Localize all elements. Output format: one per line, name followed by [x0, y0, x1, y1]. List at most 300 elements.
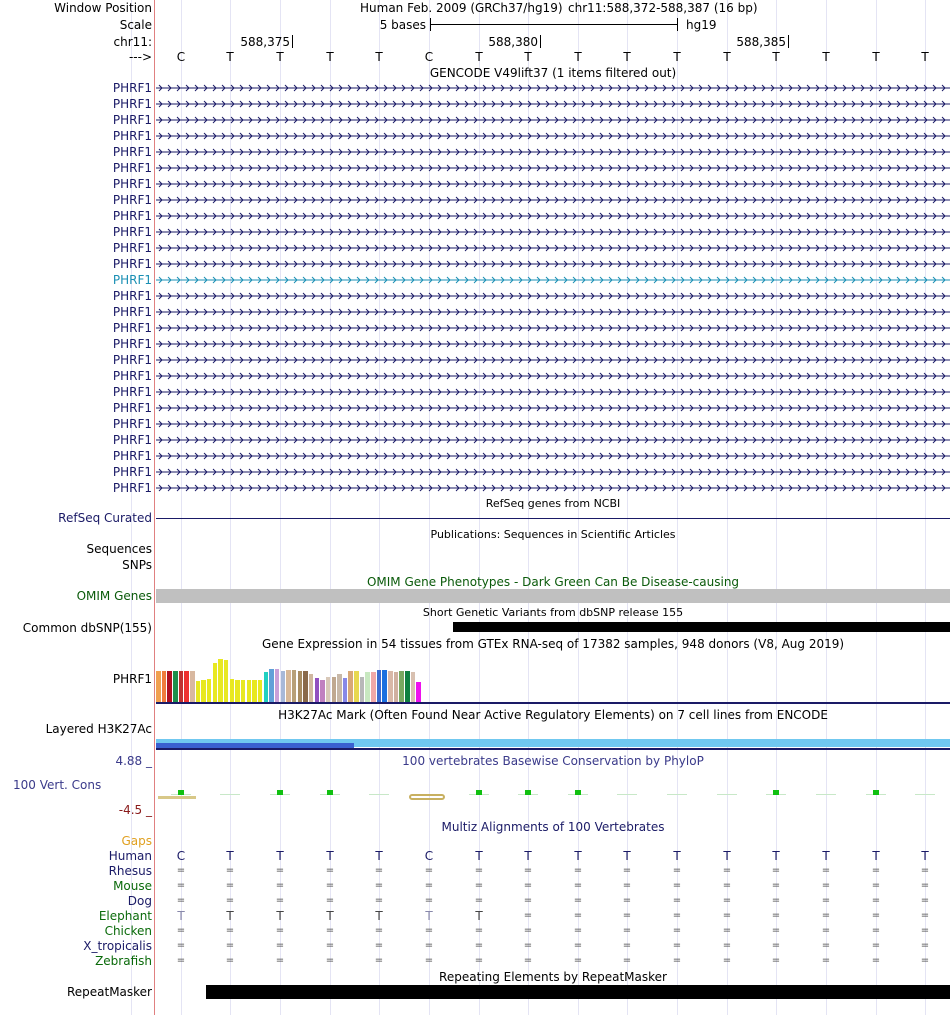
alignment-base: T: [921, 849, 929, 863]
phylop-first-negative[interactable]: [158, 796, 196, 799]
gencode-transcript[interactable]: [156, 179, 950, 189]
gtex-tissue-bar[interactable]: [196, 681, 201, 702]
ruler-tick: [540, 35, 541, 48]
alignment-base: =: [225, 925, 235, 936]
alignment-base: =: [176, 955, 186, 966]
gencode-transcript[interactable]: [156, 195, 950, 205]
alignment-base: =: [424, 925, 434, 936]
alignment-base: =: [275, 940, 285, 951]
alignment-base: T: [226, 849, 234, 863]
alignment-base: =: [176, 925, 186, 936]
gtex-tissue-bar[interactable]: [377, 670, 382, 702]
alignment-base: =: [176, 895, 186, 906]
alignment-base: =: [573, 925, 583, 936]
gtex-tissue-bar[interactable]: [247, 680, 252, 702]
repeatmasker-feature[interactable]: [206, 985, 950, 999]
gencode-transcript[interactable]: [156, 291, 950, 301]
alignment-base: =: [474, 895, 484, 906]
species-label[interactable]: X_tropicalis: [83, 939, 152, 953]
snps-label[interactable]: SNPs: [122, 558, 152, 572]
base-letter: T: [673, 50, 681, 64]
position-range: chr11:588,372-588,387 (16 bp): [568, 1, 758, 15]
gencode-transcript[interactable]: [156, 387, 950, 397]
gencode-transcript[interactable]: [156, 131, 950, 141]
gtex-tissue-bar[interactable]: [309, 674, 314, 702]
alignment-base: T: [177, 909, 185, 923]
alignment-base: =: [176, 940, 186, 951]
ruler-tick-label: 588,380: [488, 35, 538, 49]
alignment-base: =: [523, 955, 533, 966]
alignment-base: =: [176, 865, 186, 876]
gtex-tissue-bar[interactable]: [235, 680, 240, 702]
alignment-base: T: [872, 849, 880, 863]
alignment-base: =: [821, 940, 831, 951]
alignment-base: T: [673, 849, 681, 863]
gencode-transcript[interactable]: [156, 355, 950, 365]
gencode-transcript-label[interactable]: PHRF1: [112, 113, 152, 127]
alignment-base: =: [424, 895, 434, 906]
gencode-transcript[interactable]: [156, 275, 950, 285]
gencode-track-title: GENCODE V49lift37 (1 items filtered out): [429, 66, 677, 80]
gtex-tissue-bar[interactable]: [264, 672, 269, 702]
alignment-base: =: [622, 910, 632, 921]
alignment-base: =: [622, 865, 632, 876]
alignment-base: T: [375, 849, 383, 863]
alignment-base: T: [475, 909, 483, 923]
gtex-tissue-bar[interactable]: [360, 677, 365, 702]
alignment-base: =: [374, 880, 384, 891]
gtex-tissue-bar[interactable]: [332, 677, 337, 702]
alignment-base: =: [821, 955, 831, 966]
omim-track-title: OMIM Gene Phenotypes - Dark Green Can Be Disease-causing: [366, 575, 740, 589]
gencode-transcript-label[interactable]: PHRF1: [112, 321, 152, 335]
gtex-tissue-bar[interactable]: [156, 671, 161, 702]
alignment-base: =: [722, 865, 732, 876]
alignment-base: =: [920, 955, 930, 966]
alignment-base: =: [722, 940, 732, 951]
window-position-label: Window Position: [54, 1, 152, 15]
gencode-transcript-label[interactable]: PHRF1: [112, 337, 152, 351]
alignment-base: =: [821, 865, 831, 876]
phylop-positive-score[interactable]: [773, 790, 779, 795]
alignment-base: =: [474, 925, 484, 936]
gtex-tissue-bar[interactable]: [348, 671, 353, 702]
alignment-base: T: [326, 909, 334, 923]
omim-feature-bar[interactable]: [156, 589, 950, 603]
gtex-tissue-bar[interactable]: [230, 679, 235, 702]
alignment-base: =: [325, 925, 335, 936]
alignment-base: =: [523, 880, 533, 891]
gtex-tissue-bar[interactable]: [326, 677, 331, 702]
alignment-base: =: [771, 895, 781, 906]
repeatmasker-track-title: Repeating Elements by RepeatMasker: [439, 970, 667, 984]
layered-h3k27ac-label[interactable]: Layered H3K27Ac: [45, 722, 152, 736]
gencode-transcript[interactable]: [156, 483, 950, 493]
alignment-base: =: [374, 895, 384, 906]
phylop-positive-score[interactable]: [178, 790, 184, 795]
scale-bar-tick-left: [430, 18, 431, 31]
alignment-base: =: [722, 955, 732, 966]
species-label[interactable]: Dog: [127, 894, 152, 908]
dbsnp-feature-bar[interactable]: [453, 622, 950, 632]
gtex-gene-label[interactable]: PHRF1: [112, 672, 152, 686]
phylop-score-baseline: [617, 794, 637, 795]
base-letter: T: [872, 50, 880, 64]
gtex-tissue-bar[interactable]: [382, 670, 387, 702]
gtex-tissue-bar[interactable]: [224, 660, 229, 702]
gtex-baseline: [156, 702, 950, 704]
alignment-base: =: [573, 895, 583, 906]
gencode-transcript[interactable]: [156, 83, 950, 93]
gencode-transcript-label[interactable]: PHRF1: [112, 369, 152, 383]
base-letter: T: [326, 50, 334, 64]
alignment-base: =: [325, 880, 335, 891]
gtex-tissue-bar[interactable]: [337, 674, 342, 702]
refseq-curated-label[interactable]: RefSeq Curated: [58, 511, 152, 525]
alignment-base: =: [722, 925, 732, 936]
phylop-positive-score[interactable]: [327, 790, 333, 795]
gencode-transcript-label[interactable]: PHRF1: [112, 129, 152, 143]
alignment-base: =: [871, 940, 881, 951]
gtex-tissue-bar[interactable]: [315, 678, 320, 702]
gencode-transcript[interactable]: [156, 211, 950, 221]
ruler-tick: [788, 35, 789, 48]
refseq-track-title: RefSeq genes from NCBI: [485, 497, 621, 510]
gencode-transcript-label[interactable]: PHRF1: [112, 305, 152, 319]
alignment-base: =: [871, 880, 881, 891]
scale-db: hg19: [686, 18, 717, 32]
gencode-transcript[interactable]: [156, 323, 950, 333]
phylop-track-label[interactable]: 100 Vert. Cons: [13, 778, 102, 792]
gencode-transcript-label[interactable]: PHRF1: [112, 417, 152, 431]
scale-bar-tick-right: [677, 18, 678, 31]
gtex-tissue-bar[interactable]: [320, 680, 325, 702]
alignment-base: =: [225, 865, 235, 876]
alignment-base: =: [871, 910, 881, 921]
gencode-transcript-label[interactable]: PHRF1: [112, 161, 152, 175]
gencode-transcript-label[interactable]: PHRF1: [112, 81, 152, 95]
alignment-base: =: [374, 865, 384, 876]
alignment-base: =: [573, 880, 583, 891]
alignment-base: =: [672, 880, 682, 891]
gtex-tissue-bar[interactable]: [173, 671, 178, 702]
h3k27ac-baseline: [156, 748, 950, 750]
alignment-base: =: [573, 910, 583, 921]
phylop-positive-score[interactable]: [277, 790, 283, 795]
alignment-base: =: [474, 865, 484, 876]
gencode-transcript-label[interactable]: PHRF1: [112, 241, 152, 255]
alignment-base: =: [920, 880, 930, 891]
gtex-tissue-bar[interactable]: [252, 680, 257, 702]
gtex-tissue-bar[interactable]: [190, 671, 195, 702]
gtex-tissue-bar[interactable]: [343, 678, 348, 702]
gtex-tissue-bar[interactable]: [269, 669, 274, 702]
alignment-base: =: [821, 880, 831, 891]
species-label[interactable]: Rhesus: [108, 864, 152, 878]
base-letter: T: [623, 50, 631, 64]
phylop-negative-score[interactable]: [409, 794, 445, 800]
alignment-base: =: [523, 940, 533, 951]
phylop-positive-score[interactable]: [873, 790, 879, 795]
phylop-positive-score[interactable]: [476, 790, 482, 795]
scale-label: Scale: [119, 18, 152, 32]
gtex-tissue-bar[interactable]: [371, 672, 376, 702]
base-letter: C: [176, 50, 186, 64]
phylop-positive-score[interactable]: [575, 790, 581, 795]
gtex-tissue-bar[interactable]: [365, 672, 370, 702]
publications-track-title: Publications: Sequences in Scientific Articles: [430, 528, 676, 541]
gtex-tissue-bar[interactable]: [298, 671, 303, 702]
gencode-transcript-label[interactable]: PHRF1: [112, 97, 152, 111]
gencode-transcript-label[interactable]: PHRF1: [112, 209, 152, 223]
alignment-base: =: [771, 865, 781, 876]
alignment-base: =: [920, 910, 930, 921]
gencode-transcript-label[interactable]: PHRF1: [112, 353, 152, 367]
gtex-tissue-bar[interactable]: [275, 669, 280, 702]
gencode-transcript-label[interactable]: PHRF1: [112, 433, 152, 447]
alignment-base: =: [424, 955, 434, 966]
phylop-track-title: 100 vertebrates Basewise Conservation by PhyloP: [402, 754, 704, 768]
gtex-tissue-bar[interactable]: [207, 679, 212, 702]
gtex-tissue-bar[interactable]: [179, 671, 184, 702]
alignment-base: T: [425, 909, 433, 923]
alignment-base: T: [226, 909, 234, 923]
alignment-base: =: [325, 955, 335, 966]
gencode-transcript-label[interactable]: PHRF1: [112, 401, 152, 415]
alignment-base: =: [920, 895, 930, 906]
gencode-transcript[interactable]: [156, 451, 950, 461]
alignment-base: =: [573, 865, 583, 876]
gtex-tissue-bar[interactable]: [167, 671, 172, 702]
gencode-transcript[interactable]: [156, 467, 950, 477]
gencode-transcript[interactable]: [156, 147, 950, 157]
base-letter: T: [921, 50, 929, 64]
repeatmasker-label[interactable]: RepeatMasker: [66, 985, 152, 999]
scale-value: 5 bases: [379, 18, 426, 32]
alignment-base: =: [573, 955, 583, 966]
gencode-transcript[interactable]: [156, 99, 950, 109]
alignment-base: T: [623, 849, 631, 863]
gencode-transcript[interactable]: [156, 371, 950, 381]
gtex-tissue-bar[interactable]: [411, 672, 416, 702]
phylop-min-label: -4.5 _: [118, 803, 152, 817]
gtex-tissue-bar[interactable]: [388, 671, 393, 702]
gtex-tissue-bar[interactable]: [213, 663, 218, 702]
gtex-tissue-bar[interactable]: [303, 671, 308, 702]
gencode-transcript-label[interactable]: PHRF1: [112, 257, 152, 271]
gencode-transcript[interactable]: [156, 435, 950, 445]
gencode-transcript[interactable]: [156, 403, 950, 413]
alignment-base: =: [821, 895, 831, 906]
alignment-base: =: [672, 940, 682, 951]
dbsnp-track-title: Short Genetic Variants from dbSNP release 155: [422, 606, 684, 619]
alignment-base: =: [225, 895, 235, 906]
base-letter: T: [822, 50, 830, 64]
alignment-base: =: [871, 865, 881, 876]
alignment-base: =: [523, 925, 533, 936]
phylop-score-baseline: [369, 794, 389, 795]
alignment-base: T: [822, 849, 830, 863]
alignment-base: =: [374, 940, 384, 951]
gtex-tissue-bar[interactable]: [218, 659, 223, 702]
gtex-tissue-bar[interactable]: [405, 671, 410, 702]
gencode-transcript[interactable]: [156, 243, 950, 253]
gencode-transcript[interactable]: [156, 115, 950, 125]
base-letter: T: [375, 50, 383, 64]
alignment-base: =: [622, 955, 632, 966]
alignment-base: =: [275, 865, 285, 876]
gtex-tissue-bar[interactable]: [354, 671, 359, 702]
species-label[interactable]: Elephant: [98, 909, 152, 923]
gtex-track-title: Gene Expression in 54 tissues from GTEx RNA-seq of 17382 samples, 948 donors (V8, Aug 2019): [261, 637, 845, 651]
alignment-base: =: [920, 940, 930, 951]
assembly-name: Human Feb. 2009 (GRCh37/hg19): [360, 1, 563, 15]
gencode-transcript[interactable]: [156, 163, 950, 173]
alignment-base: T: [524, 849, 532, 863]
gencode-transcript[interactable]: [156, 227, 950, 237]
gencode-transcript-label[interactable]: PHRF1: [112, 385, 152, 399]
common-dbsnp-label[interactable]: Common dbSNP(155): [22, 621, 152, 635]
gencode-transcript-label[interactable]: PHRF1: [112, 289, 152, 303]
alignment-base: T: [375, 909, 383, 923]
gtex-tissue-bar[interactable]: [184, 671, 189, 702]
gtex-tissue-bar[interactable]: [162, 671, 167, 702]
phylop-positive-score[interactable]: [525, 790, 531, 795]
gencode-transcript-label[interactable]: PHRF1: [112, 177, 152, 191]
gtex-tissue-bar[interactable]: [201, 680, 206, 702]
alignment-base: =: [871, 895, 881, 906]
base-letter: C: [424, 50, 434, 64]
scale-bar: [430, 24, 677, 25]
alignment-base: =: [325, 940, 335, 951]
alignment-base: =: [920, 865, 930, 876]
gtex-tissue-bar[interactable]: [258, 680, 263, 702]
phylop-score-baseline: [915, 794, 935, 795]
gencode-transcript-label[interactable]: PHRF1: [112, 193, 152, 207]
gtex-tissue-bar[interactable]: [394, 672, 399, 702]
gtex-tissue-bar[interactable]: [292, 670, 297, 702]
ruler-tick-label: 588,375: [240, 35, 290, 49]
alignment-base: =: [771, 910, 781, 921]
alignment-base: =: [176, 880, 186, 891]
alignment-base: =: [622, 880, 632, 891]
species-label[interactable]: Chicken: [104, 924, 152, 938]
gencode-transcript-label[interactable]: PHRF1: [112, 273, 152, 287]
alignment-base: =: [622, 940, 632, 951]
alignment-base: =: [672, 925, 682, 936]
gencode-transcript[interactable]: [156, 419, 950, 429]
alignment-base: =: [672, 865, 682, 876]
alignment-base: T: [475, 849, 483, 863]
phylop-score-baseline: [220, 794, 240, 795]
strand-label: --->: [128, 50, 152, 64]
alignment-base: =: [275, 955, 285, 966]
alignment-base: =: [920, 925, 930, 936]
alignment-base: =: [424, 865, 434, 876]
sequences-label[interactable]: Sequences: [86, 542, 152, 556]
base-letter: T: [475, 50, 483, 64]
alignment-base: =: [374, 955, 384, 966]
alignment-base: T: [276, 849, 284, 863]
gtex-tissue-bar[interactable]: [286, 670, 291, 702]
multiz-track-title: Multiz Alignments of 100 Vertebrates: [441, 820, 665, 834]
gencode-transcript[interactable]: [156, 259, 950, 269]
base-letter: T: [772, 50, 780, 64]
alignment-base: =: [573, 940, 583, 951]
gencode-transcript-label[interactable]: PHRF1: [112, 449, 152, 463]
alignment-base: =: [722, 880, 732, 891]
alignment-base: =: [672, 895, 682, 906]
alignment-base: =: [722, 910, 732, 921]
alignment-base: =: [275, 880, 285, 891]
gtex-tissue-bar[interactable]: [416, 682, 421, 702]
alignment-base: =: [722, 895, 732, 906]
omim-genes-label[interactable]: OMIM Genes: [76, 589, 152, 603]
alignment-base: =: [771, 925, 781, 936]
base-letter: T: [276, 50, 284, 64]
gtex-tissue-bar[interactable]: [399, 671, 404, 702]
gtex-tissue-bar[interactable]: [281, 671, 286, 702]
species-label[interactable]: Human: [108, 849, 152, 863]
species-label[interactable]: Zebrafish: [95, 954, 152, 968]
gtex-tissue-bar[interactable]: [241, 680, 246, 702]
alignment-base: C: [424, 849, 434, 863]
gencode-transcript-label[interactable]: PHRF1: [112, 481, 152, 495]
alignment-base: =: [821, 910, 831, 921]
alignment-base: =: [523, 895, 533, 906]
alignment-base: =: [821, 925, 831, 936]
alignment-base: =: [672, 910, 682, 921]
phylop-score-baseline: [816, 794, 836, 795]
gencode-transcript-label[interactable]: PHRF1: [112, 225, 152, 239]
alignment-base: C: [176, 849, 186, 863]
alignment-base: =: [225, 955, 235, 966]
phylop-score-baseline: [667, 794, 687, 795]
refseq-line: [156, 518, 950, 519]
alignment-base: =: [771, 880, 781, 891]
alignment-base: =: [474, 940, 484, 951]
base-letter: T: [574, 50, 582, 64]
gencode-transcript[interactable]: [156, 339, 950, 349]
h3k27ac-track-title: H3K27Ac Mark (Often Found Near Active Regulatory Elements) on 7 cell lines from ENCODE: [278, 708, 828, 722]
ruler-tick-label: 588,385: [736, 35, 786, 49]
alignment-base: =: [771, 940, 781, 951]
alignment-base: =: [672, 955, 682, 966]
gaps-label[interactable]: Gaps: [121, 834, 152, 848]
alignment-base: =: [523, 910, 533, 921]
species-label[interactable]: Mouse: [113, 879, 152, 893]
alignment-base: T: [326, 849, 334, 863]
gencode-transcript[interactable]: [156, 307, 950, 317]
alignment-base: =: [275, 925, 285, 936]
alignment-base: =: [325, 895, 335, 906]
gencode-transcript-label[interactable]: PHRF1: [112, 465, 152, 479]
base-letter: T: [723, 50, 731, 64]
alignment-base: =: [424, 940, 434, 951]
alignment-base: =: [474, 955, 484, 966]
alignment-base: T: [276, 909, 284, 923]
alignment-base: =: [771, 955, 781, 966]
gencode-transcript-label[interactable]: PHRF1: [112, 145, 152, 159]
phylop-score-baseline: [717, 794, 737, 795]
ruler-tick: [292, 35, 293, 48]
alignment-base: =: [622, 895, 632, 906]
alignment-base: T: [723, 849, 731, 863]
alignment-base: =: [474, 880, 484, 891]
alignment-base: =: [275, 895, 285, 906]
alignment-base: =: [374, 925, 384, 936]
alignment-base: =: [871, 925, 881, 936]
